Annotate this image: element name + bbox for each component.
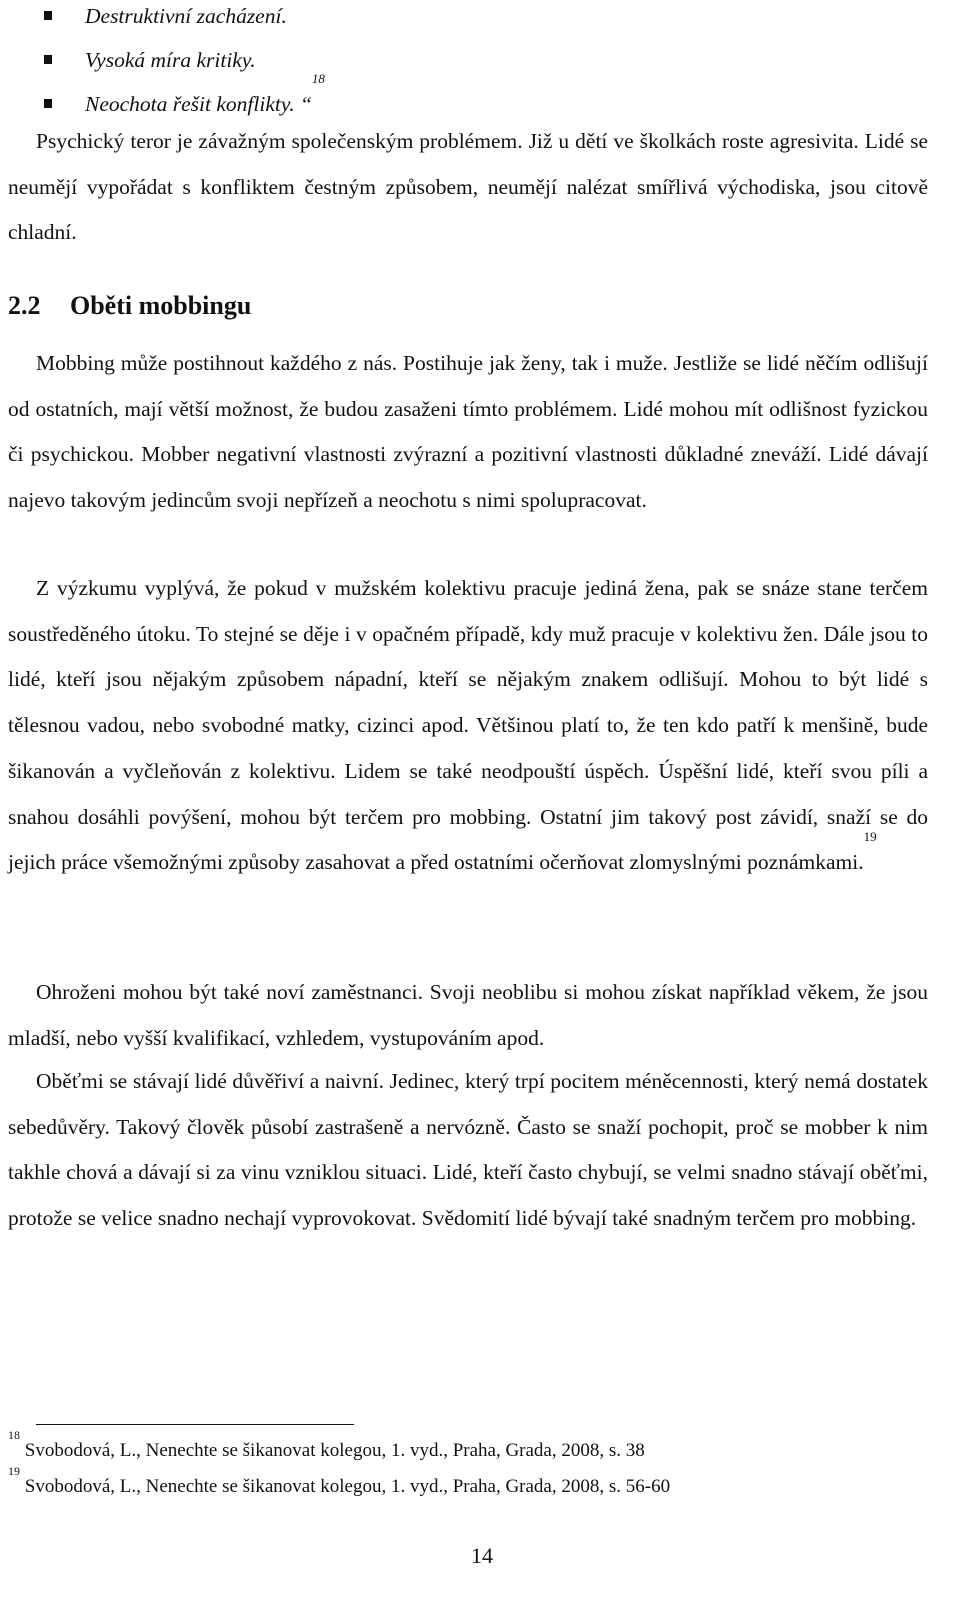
paragraph-text: Oběťmi se stávají lidé důvěřiví a naivní. Jedinec, který trpí pocitem méněcennosti, který nemá dostatek sebedůvěry. Takový člověk působí zastrašeně a nervózně. Často se snaží pochopit, proč se mobber k nim takhle chová a dávají si za vinu vzniklou situaci. Lidé, kteří často chybují, se velmi snadno stávají oběťmi, protože se velice snadno nechají vyprovokovat. Svědomití lidé bývají také snadným terčem pro mobbing. <box>8 1069 928 1231</box>
square-bullet-icon <box>44 11 52 20</box>
footnote-text: Svobodová, L., Nenechte se šikanovat kolegou, 1. vyd., Praha, Grada, 2008, s. 38 <box>24 1440 645 1461</box>
paragraph-text: Mobbing může postihnout každého z nás. Postihuje jak ženy, tak i muže. Jestliže se lidé něčím odlišují od ostatních, mají větší možnost, že budou zasaženi tímto problémem. Lidé mohou mít odlišnost fyzickou či psychickou. Mobber negativní vlastnosti zvýrazní a pozitivní vlastnosti důkladné zneváží. Lidé dávají najevo takovým jedincům svoji nepřízeň a neochotu s nimi spolupracovat. <box>8 351 928 513</box>
paragraph <box>8 970 928 1061</box>
square-bullet-icon <box>44 99 52 108</box>
paragraph-text: Psychický teror je závažným společenským problémem. Již u dětí ve školkách roste agresivita. Lidé se neumějí vypořádat s konfliktem čestným způsobem, neumějí nalézat smířlivá východiska, jsou citově chladní. <box>8 129 928 245</box>
square-bullet-icon <box>44 55 52 64</box>
footnote <box>8 1464 671 1501</box>
bullet-text: Neochota řešit konflikty. “ <box>85 92 312 116</box>
bullet-item <box>8 38 938 82</box>
footnote-divider <box>36 1424 354 1425</box>
page-number: 14 <box>471 1543 493 1568</box>
paragraph <box>8 1059 928 1242</box>
footnote-number: 19 <box>8 1464 20 1478</box>
paragraph <box>8 341 928 524</box>
bullet-text: Destruktivní zacházení. <box>85 4 287 28</box>
bullet-item <box>8 0 938 38</box>
paragraph-text: Ohroženi mohou být také noví zaměstnanci. Svoji neoblibu si mohou získat například věkem, že jsou mladší, nebo vyšší kvalifikací, vzhledem, vystupováním apod. <box>8 980 928 1050</box>
footnote-text: Svobodová, L., Nenechte se šikanovat kolegou, 1. vyd., Praha, Grada, 2008, s. 56-60 <box>24 1476 671 1497</box>
section-heading <box>8 284 251 328</box>
footnote-ref[interactable]: 19 <box>863 829 877 845</box>
document-page <box>8 0 956 1623</box>
paragraph <box>8 119 928 256</box>
bullet-text: Vysoká míra kritiky. <box>85 48 256 72</box>
section-number: 2.2 <box>8 291 41 320</box>
footnote-number: 18 <box>8 1428 20 1442</box>
paragraph-text: Z výzkumu vyplývá, že pokud v mužském kolektivu pracuje jediná žena, pak se snáze stane terčem soustředěného útoku. To stejné se děje i v opačném případě, kdy muž pracuje v kolektivu žen. Dále jsou to lidé, kteří jsou nějakým způsobem nápadní, kteří se nějakým znakem odlišují. Mohou to být lidé s tělesnou vadou, nebo svobodné matky, cizinci apod. Většinou platí to, že ten kdo patří k menšině, bude šikanován a vyčleňován z kolektivu. Lidem se také neodpouští úspěch. Úspěšní lidé, kteří svou píli a snahou dosáhli povýšení, mohou být terčem pro mobbing. Ostatní jim takový post závidí, snaží se do jejich práce všemožnými způsoby zasahovat a před ostatními očerňovat zlomyslnými poznámkami. <box>8 576 928 875</box>
section-title: Oběti mobbingu <box>70 291 252 320</box>
bullet-list <box>8 0 938 126</box>
paragraph <box>8 566 928 886</box>
footnote-ref[interactable]: 18 <box>311 71 325 86</box>
footnote <box>8 1428 645 1465</box>
